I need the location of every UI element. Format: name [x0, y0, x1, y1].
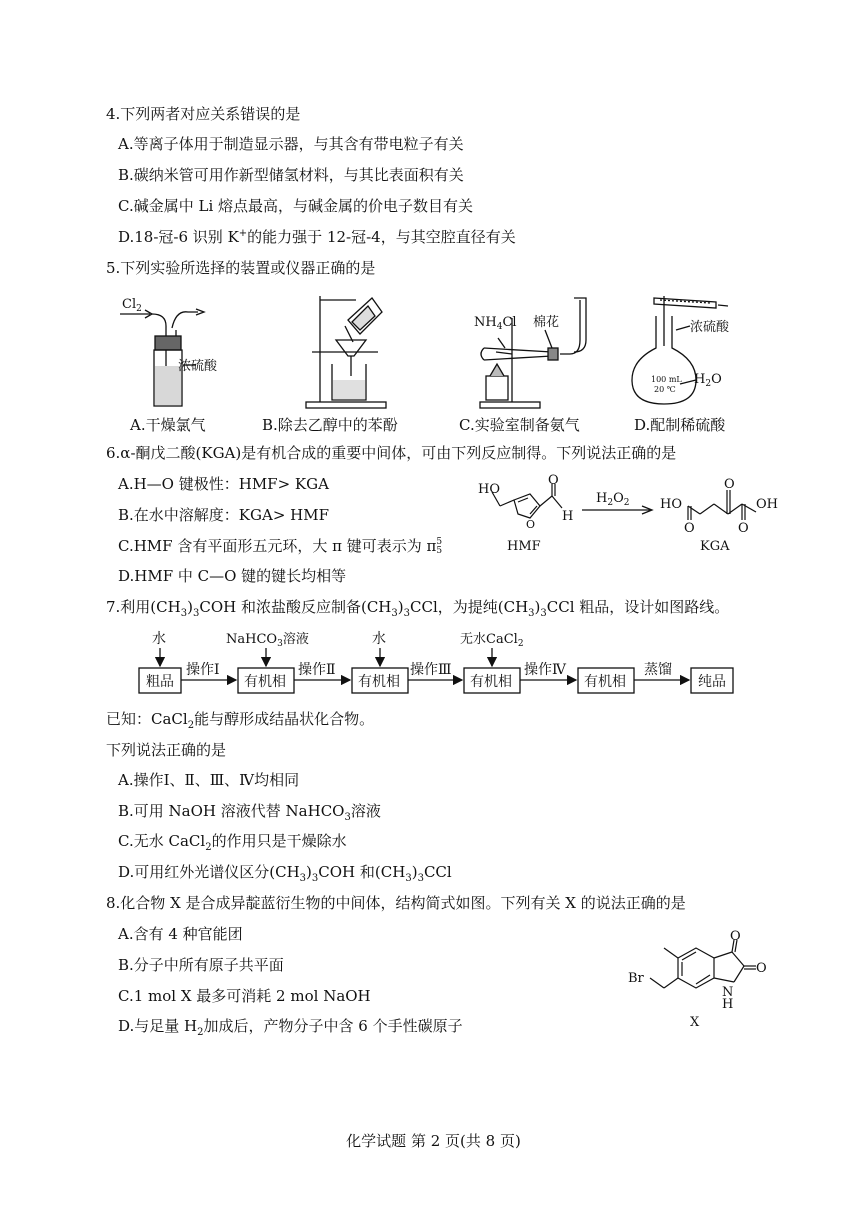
q8-option-b: B.分子中所有原子共平面 [118, 956, 284, 974]
kga-oh-left-label: HO [660, 497, 682, 512]
q5-stem: 5.下列实验所选择的装置或仪器正确的是 [106, 259, 376, 277]
apparatus-d-caption: D.配制稀硫酸 [634, 416, 726, 434]
structure-name: X [690, 1015, 700, 1030]
q7-option-a: A.操作Ⅰ、Ⅱ、Ⅲ、Ⅳ均相同 [118, 771, 300, 789]
apparatus-a-caption: A.干燥氯气 [130, 416, 206, 434]
apparatus-c-cotton-label: 棉花 [533, 315, 560, 330]
flow-input-2: NaHCO$_3$溶液 [226, 632, 309, 649]
kga-o-right-label: O [738, 521, 749, 536]
kga-oh-right-label: OH [756, 497, 778, 512]
apparatus-a-gas-label: $Cl_2$ [122, 297, 142, 314]
q4-stem: 4.下列两者对应关系错误的是 [106, 105, 301, 123]
flow-box-crude-label: 粗品 [146, 674, 174, 690]
q4-option-a: A.等离子体用于制造显示器，与其含有带电粒子有关 [118, 135, 464, 153]
flow-op-2: 操作Ⅱ [298, 662, 336, 678]
q6-option-b: B.在水中溶解度：KGA> HMF [118, 506, 329, 524]
q7-option-c: C.无水 CaCl$_2$的作用只是干燥除水 [118, 832, 347, 853]
flow-input-4: 无水CaCl$_2$ [460, 632, 524, 649]
q6-option-c: C.HMF 含有平面形五元环，大 π 键可表示为 π 5 5 [118, 537, 443, 556]
flow-box-organic-2-label: 有机相 [358, 674, 400, 690]
flow-input-3: 水 [372, 631, 386, 647]
q6-stem: 6.α-酮戊二酸(KGA)是有机合成的重要中间体，可由下列反应制得。下列说法正确的是 [106, 444, 677, 462]
q6-option-d: D.HMF 中 C—O 键的键长均相等 [118, 567, 347, 585]
hmf-name: HMF [507, 539, 541, 554]
flow-box-organic-4-label: 有机相 [584, 674, 626, 690]
kga-o-ketone-label: O [724, 477, 735, 492]
flow-box-organic-3-label: 有机相 [470, 674, 512, 690]
apparatus-a-reagent-label: 浓硫酸 [178, 359, 218, 374]
apparatus-d-reagent-label: 浓硫酸 [690, 320, 730, 335]
hmf-ho-label: HO [478, 482, 500, 497]
flow-op-5: 蒸馏 [644, 662, 672, 678]
q7-known: 已知：CaCl$_2$能与醇形成结晶状化合物。 [106, 710, 375, 731]
q8-stem: 8.化合物 X 是合成异靛蓝衍生物的中间体，结构简式如图。下列有关 X 的说法正确的是 [106, 894, 686, 912]
structure-o2-label: O [756, 961, 767, 976]
flow-op-3: 操作Ⅲ [410, 662, 452, 678]
flow-op-1: 操作Ⅰ [186, 662, 220, 678]
apparatus-d-flask-temperature: 20 ℃ [654, 385, 676, 394]
structure-br-label: Br [628, 971, 644, 986]
q7-stem: 7.利用$(CH_3)_3COH$ 和浓盐酸反应制备$(CH_3)_3CCl$，为提纯$(CH_3)_3CCl$ 粗品，设计如图路线。 [106, 598, 730, 619]
kga-name: KGA [700, 539, 730, 554]
q8-option-a: A.含有 4 种官能团 [118, 925, 243, 943]
q7-ask: 下列说法正确的是 [106, 741, 227, 759]
q8-option-c: C.1 mol X 最多可消耗 2 mol NaOH [118, 987, 371, 1005]
apparatus-c-caption: C.实验室制备氨气 [459, 416, 580, 434]
hmf-h-label: H [562, 509, 574, 524]
flow-box-organic-1-label: 有机相 [244, 674, 286, 690]
q4-option-c: C.碱金属中 Li 熔点最高，与碱金属的价电子数目有关 [118, 197, 474, 215]
reaction-reagent-label: $H_2O_2$ [596, 491, 630, 508]
q4-option-d: D.18-冠-6 识别 K+的能力强于 12-冠-4，与其空腔直径有关 [118, 228, 516, 246]
apparatus-d-water-label: $H_2O$ [694, 372, 722, 389]
q4-option-b: B.碳纳米管可用作新型储氢材料，与其比表面积有关 [118, 166, 464, 184]
page-footer: 化学试题 第 2 页(共 8 页) [346, 1132, 521, 1150]
apparatus-d-flask-volume: 100 mL [651, 375, 682, 384]
flow-op-4: 操作Ⅳ [524, 662, 566, 678]
flow-box-pure-label: 纯品 [698, 674, 726, 690]
structure-n-label: N [722, 985, 734, 1000]
structure-o1-label: O [730, 929, 741, 944]
structure-h-label: H [722, 997, 734, 1012]
q8-option-d: D.与足量 $H_2$加成后，产物分子中含 6 个手性碳原子 [118, 1017, 463, 1038]
hmf-aldehyde-o-label: O [548, 473, 559, 488]
q6-option-a: A.H—O 键极性：HMF> KGA [118, 475, 329, 493]
kga-o-left-label: O [684, 521, 695, 536]
hmf-ring-o-label: O [526, 518, 536, 531]
q7-option-b: B.可用 NaOH 溶液代替 NaHCO$_3$溶液 [118, 802, 381, 823]
flow-input-1: 水 [152, 631, 166, 647]
apparatus-b-caption: B.除去乙醇中的苯酚 [262, 416, 398, 434]
q7-option-d: D.可用红外光谱仪区分$(CH_3)_3COH$ 和$(CH_3)_3CCl$ [118, 863, 452, 884]
apparatus-c-reagent-label: $NH_4Cl$ [474, 315, 517, 332]
